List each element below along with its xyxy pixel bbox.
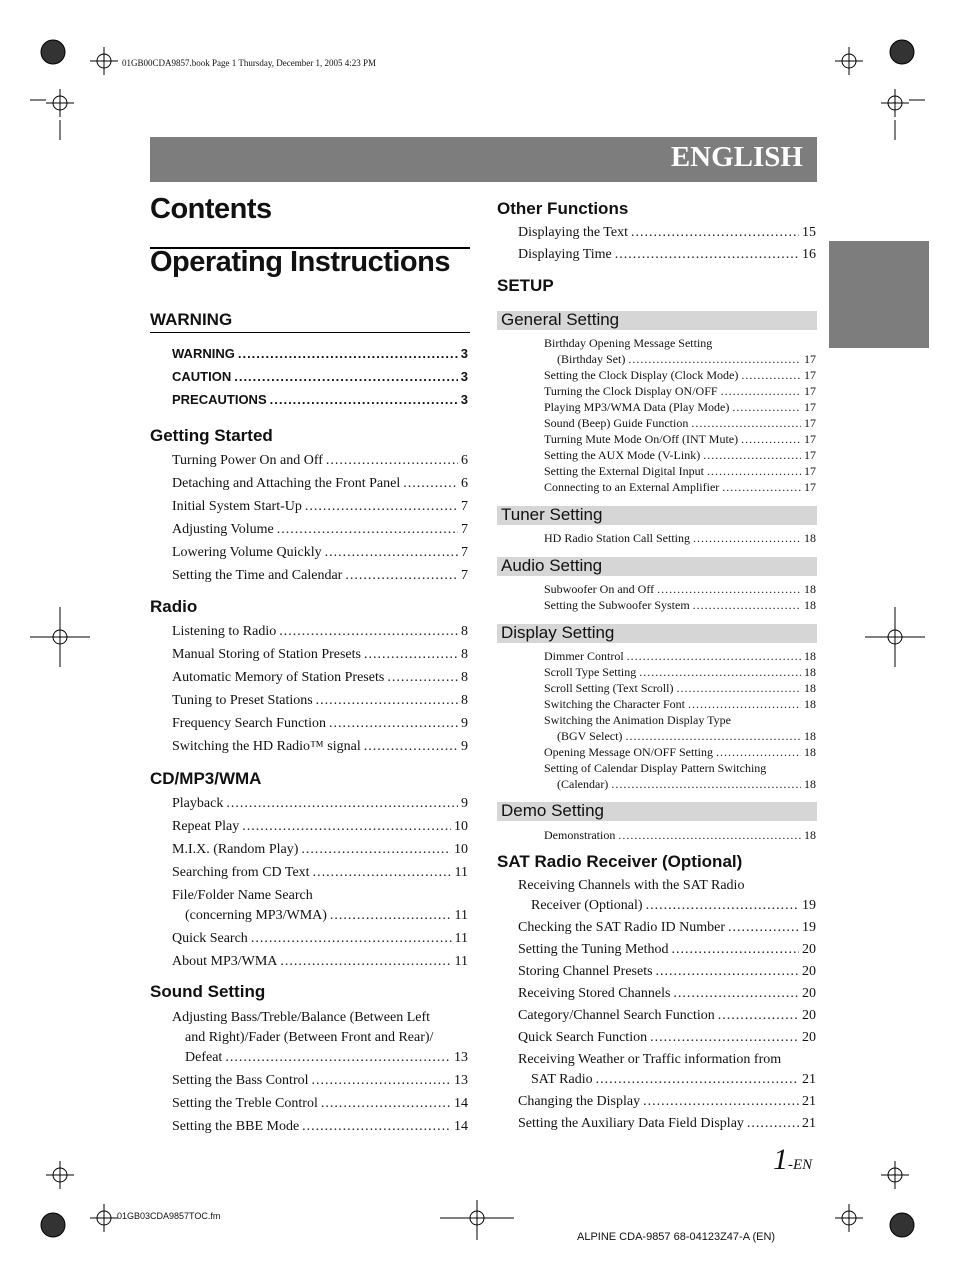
section-other-functions: Other Functions <box>497 199 629 218</box>
toc-entry[interactable]: Setting the Tuning Method ..... 20 <box>518 940 816 962</box>
toc-entry[interactable]: Adjusting Volume ..... 7 <box>172 520 468 543</box>
toc-entry[interactable]: Receiving Channels with the SAT Radio Receiver (Optional) ..... 19 <box>518 876 816 918</box>
toc-entry[interactable]: Receiving Weather or Traffic information from SAT Radio ..... 21 <box>518 1050 816 1092</box>
toc-entry[interactable]: Frequency Search Function ..... 9 <box>172 714 468 737</box>
toc-entry[interactable]: Setting the Clock Display (Clock Mode) ..... 17 <box>544 367 816 383</box>
toc-entry[interactable]: Repeat Play ..... 10 <box>172 817 468 840</box>
footer-file: 01GB03CDA9857TOC.fm <box>117 1211 221 1221</box>
audio-list <box>544 581 816 613</box>
toc-entry[interactable]: Adjusting Bass/Treble/Balance (Between Left and Right)/Fader (Between Front and Rear)/ Defeat ..... 13 <box>172 1008 468 1071</box>
section-warning: WARNING <box>150 310 233 329</box>
sub-display-setting: Display Setting <box>497 624 817 643</box>
toc-entry[interactable]: WARNING ..... 3 <box>172 344 468 367</box>
toc-entry[interactable]: Opening Message ON/OFF Setting ..... 18 <box>544 744 816 760</box>
section-setup: SETUP <box>497 276 554 295</box>
toc-entry[interactable]: Turning the Clock Display ON/OFF ..... 17 <box>544 383 816 399</box>
language-banner <box>150 137 817 182</box>
toc-entry[interactable]: Turning Power On and Off ..... 6 <box>172 451 468 474</box>
demo-list <box>544 827 816 843</box>
print-header: 01GB00CDA9857.book Page 1 Thursday, December 1, 2005 4:23 PM <box>122 58 376 68</box>
toc-entry[interactable]: Scroll Type Setting ..... 18 <box>544 664 816 680</box>
page-number: 1-EN <box>773 1143 813 1176</box>
cd-list <box>172 794 468 975</box>
toc-entry[interactable]: Tuning to Preset Stations ..... 8 <box>172 691 468 714</box>
toc-entry[interactable]: Switching the Character Font ..... 18 <box>544 696 816 712</box>
display-list <box>544 648 816 792</box>
sound-list <box>172 1008 468 1140</box>
toc-entry[interactable]: Setting the Auxiliary Data Field Display ..... 21 <box>518 1114 816 1136</box>
sub-general-setting: General Setting <box>497 311 817 330</box>
toc-entry[interactable]: Lowering Volume Quickly ..... 7 <box>172 543 468 566</box>
toc-entry[interactable]: Category/Channel Search Function ..... 20 <box>518 1006 816 1028</box>
toc-entry[interactable]: PRECAUTIONS ..... 3 <box>172 390 468 413</box>
toc-entry[interactable]: Setting the BBE Mode ..... 14 <box>172 1117 468 1140</box>
toc-entry[interactable]: Setting the Treble Control ..... 14 <box>172 1094 468 1117</box>
toc-entry[interactable]: Initial System Start-Up ..... 7 <box>172 497 468 520</box>
toc-entry[interactable]: Setting the Subwoofer System ..... 18 <box>544 597 816 613</box>
toc-entry[interactable]: Storing Channel Presets ..... 20 <box>518 962 816 984</box>
sub-audio-setting: Audio Setting <box>497 557 817 576</box>
toc-entry[interactable]: Displaying Time ..... 16 <box>518 245 816 267</box>
toc-entry[interactable]: Detaching and Attaching the Front Panel ..... 6 <box>172 474 468 497</box>
section-sat-radio: SAT Radio Receiver (Optional) <box>497 852 743 871</box>
section-cd: CD/MP3/WMA <box>150 769 262 788</box>
toc-entry[interactable]: Quick Search Function ..... 20 <box>518 1028 816 1050</box>
toc-entry[interactable]: Birthday Opening Message Setting (Birthday Set) ..... 17 <box>544 335 816 367</box>
tuner-list <box>544 530 816 546</box>
language-label: ENGLISH <box>670 141 803 173</box>
toc-entry[interactable]: Playing MP3/WMA Data (Play Mode) ..... 17 <box>544 399 816 415</box>
toc-entry[interactable]: M.I.X. (Random Play) ..... 10 <box>172 840 468 863</box>
toc-entry[interactable]: Displaying the Text ..... 15 <box>518 223 816 245</box>
page-title: Contents <box>150 193 272 225</box>
page-subtitle: Operating Instructions <box>150 246 450 278</box>
toc-entry[interactable]: Setting the Time and Calendar ..... 7 <box>172 566 468 589</box>
other-list <box>518 223 816 267</box>
toc-entry[interactable]: File/Folder Name Search (concerning MP3/WMA) ..... 11 <box>172 886 468 929</box>
toc-entry[interactable]: Setting of Calendar Display Pattern Switching (Calendar) ..... 18 <box>544 760 816 792</box>
toc-entry[interactable]: Dimmer Control ..... 18 <box>544 648 816 664</box>
toc-entry[interactable]: Switching the Animation Display Type (BGV Select) ..... 18 <box>544 712 816 744</box>
radio-list <box>172 622 468 760</box>
toc-entry[interactable]: Demonstration ..... 18 <box>544 827 816 843</box>
section-getting-started: Getting Started <box>150 426 273 445</box>
section-sound: Sound Setting <box>150 982 266 1001</box>
toc-entry[interactable]: Setting the External Digital Input ..... 17 <box>544 463 816 479</box>
divider <box>150 332 470 333</box>
toc-entry[interactable]: Quick Search ..... 11 <box>172 929 468 952</box>
toc-entry[interactable]: About MP3/WMA ..... 11 <box>172 952 468 975</box>
getting-started-list <box>172 451 468 589</box>
toc-entry[interactable]: Turning Mute Mode On/Off (INT Mute) ..... 17 <box>544 431 816 447</box>
toc-entry[interactable]: Setting the AUX Mode (V-Link) ..... 17 <box>544 447 816 463</box>
side-tab <box>829 241 929 348</box>
general-list <box>544 335 816 495</box>
toc-entry[interactable]: Setting the Bass Control ..... 13 <box>172 1071 468 1094</box>
sat-list <box>518 876 816 1136</box>
toc-entry[interactable]: Subwoofer On and Off ..... 18 <box>544 581 816 597</box>
toc-entry[interactable]: Automatic Memory of Station Presets ..... 8 <box>172 668 468 691</box>
section-radio: Radio <box>150 597 198 616</box>
toc-entry[interactable]: Changing the Display ..... 21 <box>518 1092 816 1114</box>
sub-demo-setting: Demo Setting <box>497 802 817 821</box>
toc-entry[interactable]: Playback ..... 9 <box>172 794 468 817</box>
toc-entry[interactable]: Receiving Stored Channels ..... 20 <box>518 984 816 1006</box>
toc-entry[interactable]: Connecting to an External Amplifier ..... 17 <box>544 479 816 495</box>
toc-entry[interactable]: Searching from CD Text ..... 11 <box>172 863 468 886</box>
toc-entry[interactable]: Listening to Radio ..... 8 <box>172 622 468 645</box>
toc-entry[interactable]: Checking the SAT Radio ID Number ..... 19 <box>518 918 816 940</box>
toc-entry[interactable]: HD Radio Station Call Setting ..... 18 <box>544 530 816 546</box>
footer-model: ALPINE CDA-9857 68-04123Z47-A (EN) <box>577 1231 776 1243</box>
toc-entry[interactable]: Manual Storing of Station Presets ..... 8 <box>172 645 468 668</box>
toc-entry[interactable]: Sound (Beep) Guide Function ..... 17 <box>544 415 816 431</box>
sub-tuner-setting: Tuner Setting <box>497 506 817 525</box>
toc-entry[interactable]: CAUTION ..... 3 <box>172 367 468 390</box>
warning-list <box>172 344 468 413</box>
toc-entry[interactable]: Switching the HD Radio™ signal ..... 9 <box>172 737 468 760</box>
toc-entry[interactable]: Scroll Setting (Text Scroll) ..... 18 <box>544 680 816 696</box>
